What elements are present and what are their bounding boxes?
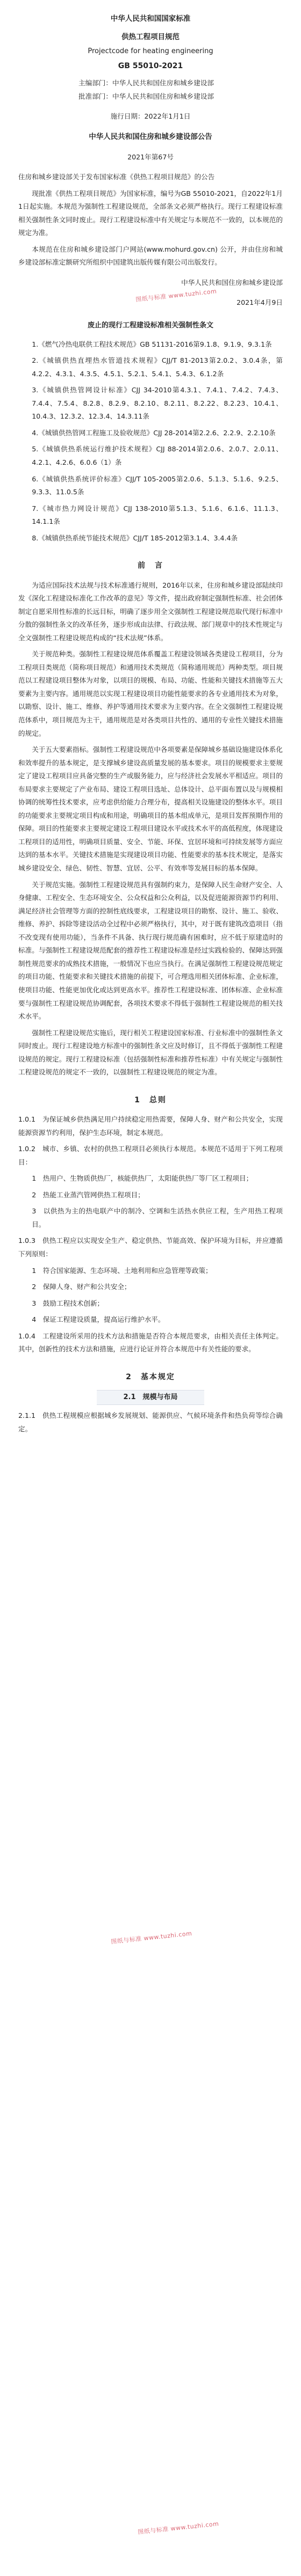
- clause-item: 1 符合国家能源、生态环境、土地利用和应急管理等政策；: [32, 1266, 212, 1275]
- clause-item: 2 保障人身、财产和公共安全；: [32, 1283, 131, 1291]
- watermark: 图纸与标准 www.tuzhi.com: [137, 2520, 219, 2536]
- effective-date: 施行日期：2022年1月1日: [110, 112, 191, 120]
- clause-item: 4 保证工程建设质量，提高运行维护水平。: [32, 1315, 165, 1324]
- announcement-signer: 中华人民共和国住房和城乡建设部: [181, 278, 283, 287]
- clause-1-0-4: 1.0.4 工程建设所采用的技术方法和措施是否符合本规范要求，由相关责任主体判定。其中，创新性的技术方法和措施，应进行论证并符合本规范中有关性能的要求。: [18, 1331, 283, 1353]
- abolished-item: 1.《燃气冷热电联供工程技术规范》GB 51131-2016第9.1.8、9.1.9、9.3.1条: [32, 340, 272, 348]
- section-2-1-heading: 2.1 规模与布局: [97, 1390, 204, 1405]
- preface-paragraph: 强制性工程建设规范实施后，现行相关工程建设国家标准、行业标准中的强制性条文同时废止。现行工程建设地方标准中的强制性条文应及时修订，且不得低于强制性工程建设规范的规定。现行工程建设标准（包括强制性标准和推荐性标准）中有关规定与强制性工程建设规范的规定不一致的，以强制性工程建设规范的规定为准。: [18, 1028, 283, 1077]
- standard-category: 中华人民共和国国家标准: [110, 14, 191, 23]
- clause-1-0-2: 1.0.2 城市、乡镇、农村的供热工程项目必须执行本规范。本规范不适用于下列工程项目：: [18, 1145, 283, 1166]
- announcement-paragraph: 本规范在住房和城乡建设部门户网站(www.mohurd.gov.cn) 公开，并由住房和城乡建设部标准定额研究所组织中国建筑出版传媒有限公司出版发行。: [18, 245, 283, 267]
- standard-name-cn: 供热工程项目规范: [121, 33, 180, 42]
- standard-name-en: Projectcode for heating engineering: [88, 47, 213, 55]
- abolished-item: 6.《城镇供热系统评价标准》CJJ/T 105-2005第2.0.6、5.1.3、5.1.6、9.2.5、9.3.3、11.0.5条: [32, 474, 283, 496]
- abolished-item: 2.《城镇供热直埋热水管道技术规程》CJJ/T 81-2013第2.0.2、3.0.4条，第4.2.2、4.3.1、4.3.5、4.5.1、5.2.1、5.4.1、5.4.3、6.1.2条: [32, 356, 283, 378]
- clause-2-1-1: 2.1.1 供热工程规模应根据城乡发展规划、能源供应、气候环境条件和热负荷等综合确定。: [18, 1411, 283, 1433]
- abolished-item: 3.《城镇供热管网设计标准》CJJ 34-2010第4.3.1、7.4.1、7.4.2、7.4.3、7.4.4、7.5.4、8.2.8、8.2.9、8.2.10、8.2.11、8.2.22、8.2.23、10.4.1、10.4.3、12.3.2、12.3.4、14.3.11条: [32, 386, 283, 421]
- clause-item: 2 热能工业蒸汽管网供热工程项目；: [32, 1190, 145, 1199]
- chapter-2-heading: 2 基本规定: [126, 1372, 175, 1381]
- abolished-item: 4.《城镇供热管网工程施工及验收规范》CJJ 28-2014第2.2.6、2.2.9、2.2.10条: [32, 428, 276, 437]
- preface-paragraph: 为适应国际技术法规与技术标准通行规则，2016年以来，住房和城乡建设部陆续印发《深化工程建设标准化工作改革的意见》等文件，提出政府制定强制性标准、社会团体制定自愿采用性标准的长远目标，明确了逐步用全文强制性工程建设规范取代现行标准中分散的强制性条文的改革任务，逐步形成由法律、行政法规、部门规章中的技术性规定与全文强制性工程建设规范构成的“技术法规”体系。: [18, 581, 283, 642]
- preface-paragraph: 关于五大要素指标。强制性工程建设规范中各项要素是保障城乡基础设施建设体系化和效率提升的基本规定，是支撑城乡建设高质量发展的基本要求。项目的规模要求主要规定了建设工程项目应具备完整的生产或服务能力，应与经济社会发展水平相适应。项目的布局要求主要规定了产业布局、建设工程项目选址、总体设计、总平面布置以及与规模相协调的统筹性技术要求，应考虑供给能力合理分布，提高相关设施建设的整体水平。项目的功能要求主要规定项目构成和用途，明确项目的基本组成单元，是项目发挥预期作用的保障。项目的性能要求主要规定建设工程项目建设水平或技术水平的高低程度，体现建设工程项目的适用性，明确项目质量、安全、节能、环保、宜居环境和可持续发展等方面应达到的基本水平。关键技术措施是实现建设项目功能、性能要求的基本技术规定，是落实城乡建设安全、绿色、韧性、智慧、宜居、公平、有效率等发展目标的基本保障。: [18, 745, 283, 873]
- clause-item: 3 鼓励工程技术创新；: [32, 1299, 104, 1307]
- announcement-number: 2021年第67号: [127, 153, 174, 161]
- watermark: 图纸与标准 www.tuzhi.com: [135, 288, 217, 303]
- chief-dept: 主编部门：中华人民共和国住房和城乡建设部: [78, 79, 214, 87]
- abolished-item: 8.《城镇供热系统节能技术规范》CJJ/T 185-2012第3.1.4、3.4.4条: [32, 533, 238, 542]
- clause-item: 3 以供热为主的热电联产中的制冷、空调和生活热水供应工程，生产用热工程项目。: [32, 1207, 283, 1228]
- preface-heading: 前 言: [138, 561, 163, 570]
- preface-paragraph: 关于规范种类。强制性工程建设规范体系覆盖工程建设领域各类建设工程项目，分为工程项目类规范（简称项目规范）和通用技术类规范（简称通用规范）两种类型。项目规范以工程建设项目整体为对象，以项目的规模、布局、功能、性能和关键技术措施等五大要素为主要内容。通用规范以实现工程建设项目功能性能要求的各专业通用技术为对象，以勘察、设计、施工、维修、养护等通用技术要求为主要内容。在全文强制性工程建设规范体系中，项目规范为主干，通用规范是对各类项目共性的、通用的专业性关键技术措施的规定。: [18, 650, 283, 737]
- approve-dept: 批准部门：中华人民共和国住房和城乡建设部: [78, 92, 214, 100]
- clause-1-0-3: 1.0.3 供热工程应以实现安全生产、稳定供热、节能高效、保护环境为目标，并应遵循下列原则：: [18, 1236, 283, 1258]
- chapter-1-heading: 1 总则: [134, 1095, 167, 1104]
- clause-1-0-1: 1.0.1 为保证城乡供热满足用户持续稳定用热需要，保障人身、财产和公共安全，实现能源资源节约利用，保护生态环境，制定本规范。: [18, 1115, 283, 1137]
- abolished-heading: 废止的现行工程建设标准相关强制性条文: [87, 321, 213, 330]
- announcement-date: 2021年4月9日: [236, 298, 283, 306]
- standard-code: GB 55010-2021: [118, 61, 183, 70]
- preface-paragraph: 关于规范实施。强制性工程建设规范具有强制约束力，是保障人民生命财产安全、人身健康、工程安全、生态环境安全、公众权益和公众利益，以及促进能源资源节约利用、满足经济社会管理等方面的控制性底线要求，工程建设项目的勘察、设计、施工、验收、维修、养护、拆除等建设活动全过程中必须严格执行，其中，对于既有建筑改造项目（指不改变现有使用功能），当条件不具备、执行现行规范确有困难时，应不低于原建造时的标准。与强制性工程建设规范配套的推荐性工程建设标准是经过实践检验的、保障达到强制性规范要求的成熟技术措施，一般情况下也应当执行。在满足强制性工程建设规范规定的项目功能、性能要求和关键技术措施的前提下，可合理选用相关团体标准、企业标准，使项目功能、性能更加优化或达到更高水平。推荐性工程建设标准、团体标准、企业标准要与强制性工程建设规范协调配套，各项技术要求不得低于强制性工程建设规范的相关技术水平。: [18, 880, 283, 1021]
- announcement-subject: 住房和城乡建设部关于发布国家标准《供热工程项目规范》的公告: [18, 173, 215, 181]
- announcement-paragraph: 现批准《供热工程项目规范》为国家标准，编号为GB 55010-2021，自2022年1月1日起实施。本规范为强制性工程建设规范，全部条文必须严格执行。现行工程建设标准相关强制性条文同时废止。现行工程建设标准中有关规定与本规范不一致的，以本规范的规定为准。: [18, 189, 283, 237]
- announcement-heading: 中华人民共和国住房和城乡建设部公告: [89, 133, 212, 142]
- abolished-item: 5.《城镇供热系统运行维护技术规程》CJJ 88-2014第2.0.6、2.0.7、2.0.11、4.2.1、4.2.6、6.0.6（1）条: [32, 445, 283, 466]
- abolished-item: 7.《城市热力网设计规范》CJJ 138-2010第5.1.3、5.1.6、6.1.6、11.1.3、14.1.1条: [32, 504, 283, 526]
- clause-item: 1 热用户、生物质供热厂，核能供热厂，太阳能供热厂等厂区工程项目；: [32, 1174, 253, 1183]
- watermark: 图纸与标准 www.tuzhi.com: [110, 1930, 192, 1945]
